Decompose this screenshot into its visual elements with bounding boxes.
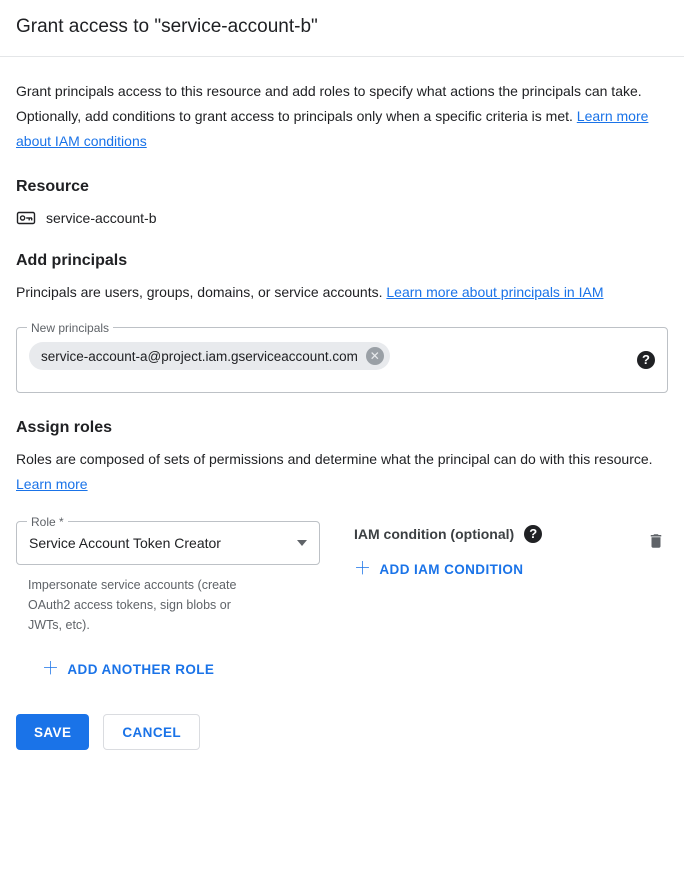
add-another-role-button[interactable] [42,661,214,678]
plus-icon: ＋ [42,659,60,678]
help-icon[interactable]: ? [637,351,655,369]
learn-more-roles-link[interactable]: Learn more [16,476,88,492]
chevron-down-icon[interactable] [297,540,307,546]
new-principals-field[interactable] [16,321,668,393]
close-icon[interactable]: ✕ [366,347,384,365]
assign-roles-section-title: Assign roles [16,419,113,436]
roles-helper-lead: Roles are composed of sets of permissions and determine what the principal can do with this resource. [16,451,653,467]
role-select-label: Role * [27,514,68,530]
learn-more-principals-link[interactable]: Learn more about principals in IAM [386,284,604,300]
panel-footer [0,680,684,772]
trash-icon[interactable] [644,529,668,553]
add-another-role-wrap [42,649,668,680]
save-button[interactable]: SAVE [16,714,89,750]
principal-chip-label: service-account-a@project.iam.gserviceaccount.com [41,348,358,364]
learn-more-iam-conditions-link[interactable]: Learn more about IAM conditions [16,108,649,149]
role-column [16,515,320,635]
roles-helper-text [16,447,656,497]
service-account-icon [16,208,36,228]
add-another-role-label: ADD ANOTHER ROLE [67,662,215,677]
principals-helper-lead: Principals are users, groups, domains, or service accounts. [16,284,387,300]
panel-body [0,57,684,680]
page-title: Grant access to "service-account-b" [16,16,318,37]
intro-paragraph [16,79,656,154]
resource-name: service-account-b [46,210,157,226]
iam-condition-column [320,521,628,580]
resource-row [16,208,668,228]
resource-section-title: Resource [16,178,89,195]
plus-icon: ＋ [354,559,372,578]
add-iam-condition-button[interactable] [354,561,523,578]
role-select[interactable] [16,515,320,565]
new-principals-label: New principals [27,320,113,336]
iam-condition-label-row [354,523,628,545]
principal-chip[interactable] [29,342,390,370]
cancel-button[interactable]: CANCEL [103,714,200,750]
intro-text: Grant principals access to this resource and add roles to specify what actions the principals can take. Optionally, add conditions to grant access to principals only when a specific criteria is met. [16,83,642,124]
iam-condition-label: IAM condition (optional) [354,526,515,542]
panel-header [0,0,684,57]
help-icon[interactable]: ? [524,525,542,543]
role-description: Impersonate service accounts (create OAuth2 access tokens, sign blobs or JWTs, etc). [28,578,237,632]
add-principals-section-title: Add principals [16,252,128,269]
add-iam-condition-label: ADD IAM CONDITION [379,562,524,577]
role-select-value: Service Account Token Creator [29,535,221,551]
principals-helper-text [16,280,656,305]
delete-role-column [628,521,668,553]
role-row [16,515,668,635]
